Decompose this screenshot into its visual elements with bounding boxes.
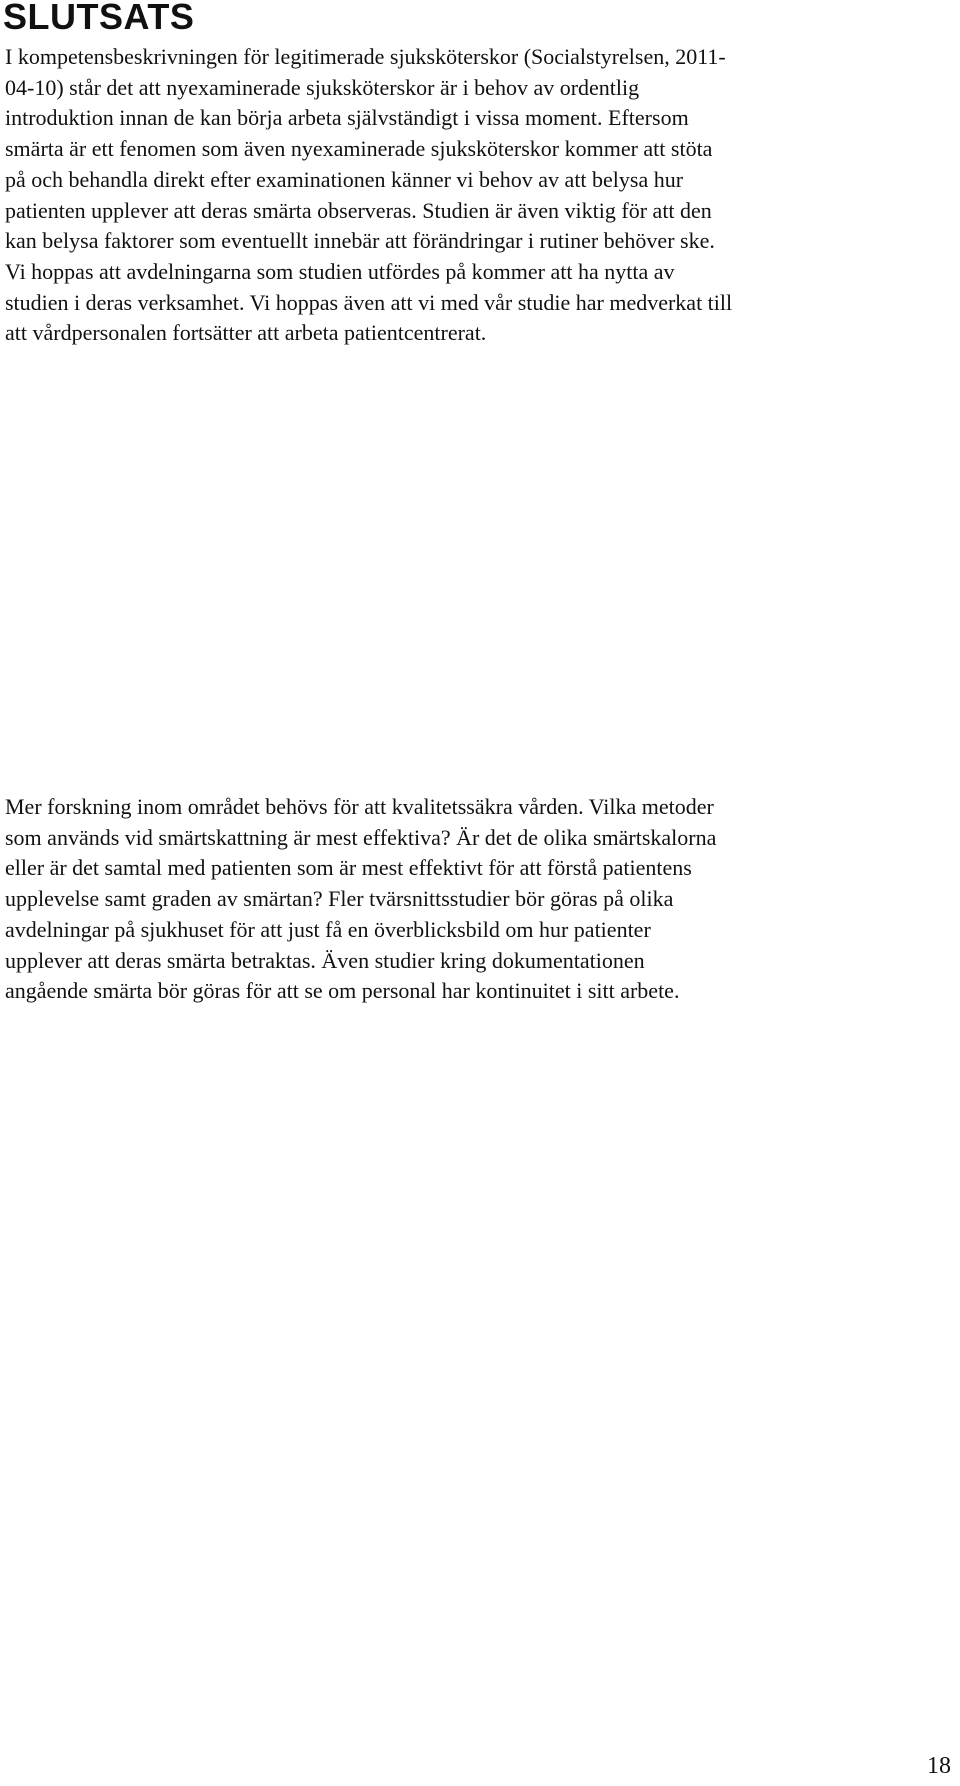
- section-heading: SLUTSATS: [3, 0, 195, 37]
- paragraph-line: patienten upplever att deras smärta observeras. Studien är även viktig för att den: [5, 197, 712, 223]
- paragraph-line: upplevelse samt graden av smärtan? Fler tvärsnittsstudier bör göras på olika: [5, 886, 674, 912]
- paragraph-line: att vårdpersonalen fortsätter att arbeta patientcentrerat.: [5, 320, 487, 346]
- paragraph-line: angående smärta bör göras för att se om personal har kontinuitet i sitt arbete.: [5, 978, 680, 1004]
- paragraph-line: som används vid smärtskattning är mest effektiva? Är det de olika smärtskalorna: [5, 824, 717, 850]
- paragraph-2: [5, 792, 955, 1007]
- paragraph-1: [5, 42, 955, 349]
- paragraph-line: på och behandla direkt efter examinationen känner vi behov av att belysa hur: [5, 166, 684, 192]
- paragraph-line: I kompetensbeskrivningen för legitimerade sjuksköterskor (Socialstyrelsen, 2011-: [5, 44, 726, 69]
- paragraph-line: Mer forskning inom området behövs för att kvalitetssäkra vården. Vilka metoder: [5, 794, 714, 819]
- paragraph-line: introduktion innan de kan börja arbeta självständigt i vissa moment. Eftersom: [5, 105, 689, 131]
- paragraph-line: Vi hoppas att avdelningarna som studien utfördes på kommer att ha nytta av: [5, 258, 675, 284]
- paragraph-line: 04-10) står det att nyexaminerade sjuksköterskor är i behov av ordentlig: [5, 74, 640, 100]
- paragraph-line: kan belysa faktorer som eventuellt innebär att förändringar i rutiner behöver ske.: [5, 228, 715, 254]
- paragraph-line: smärta är ett fenomen som även nyexaminerade sjuksköterskor kommer att stöta: [5, 136, 713, 162]
- paragraph-line: avdelningar på sjukhuset för att just få en överblicksbild om hur patienter: [5, 916, 651, 942]
- paragraph-line: eller är det samtal med patienten som är mest effektivt för att förstå patientens: [5, 855, 692, 881]
- paragraph-line: studien i deras verksamhet. Vi hoppas även att vi med vår studie har medverkat till: [5, 289, 733, 315]
- page-number: 18: [927, 1753, 951, 1779]
- paragraph-line: upplever att deras smärta betraktas. Även studier kring dokumentationen: [5, 947, 645, 973]
